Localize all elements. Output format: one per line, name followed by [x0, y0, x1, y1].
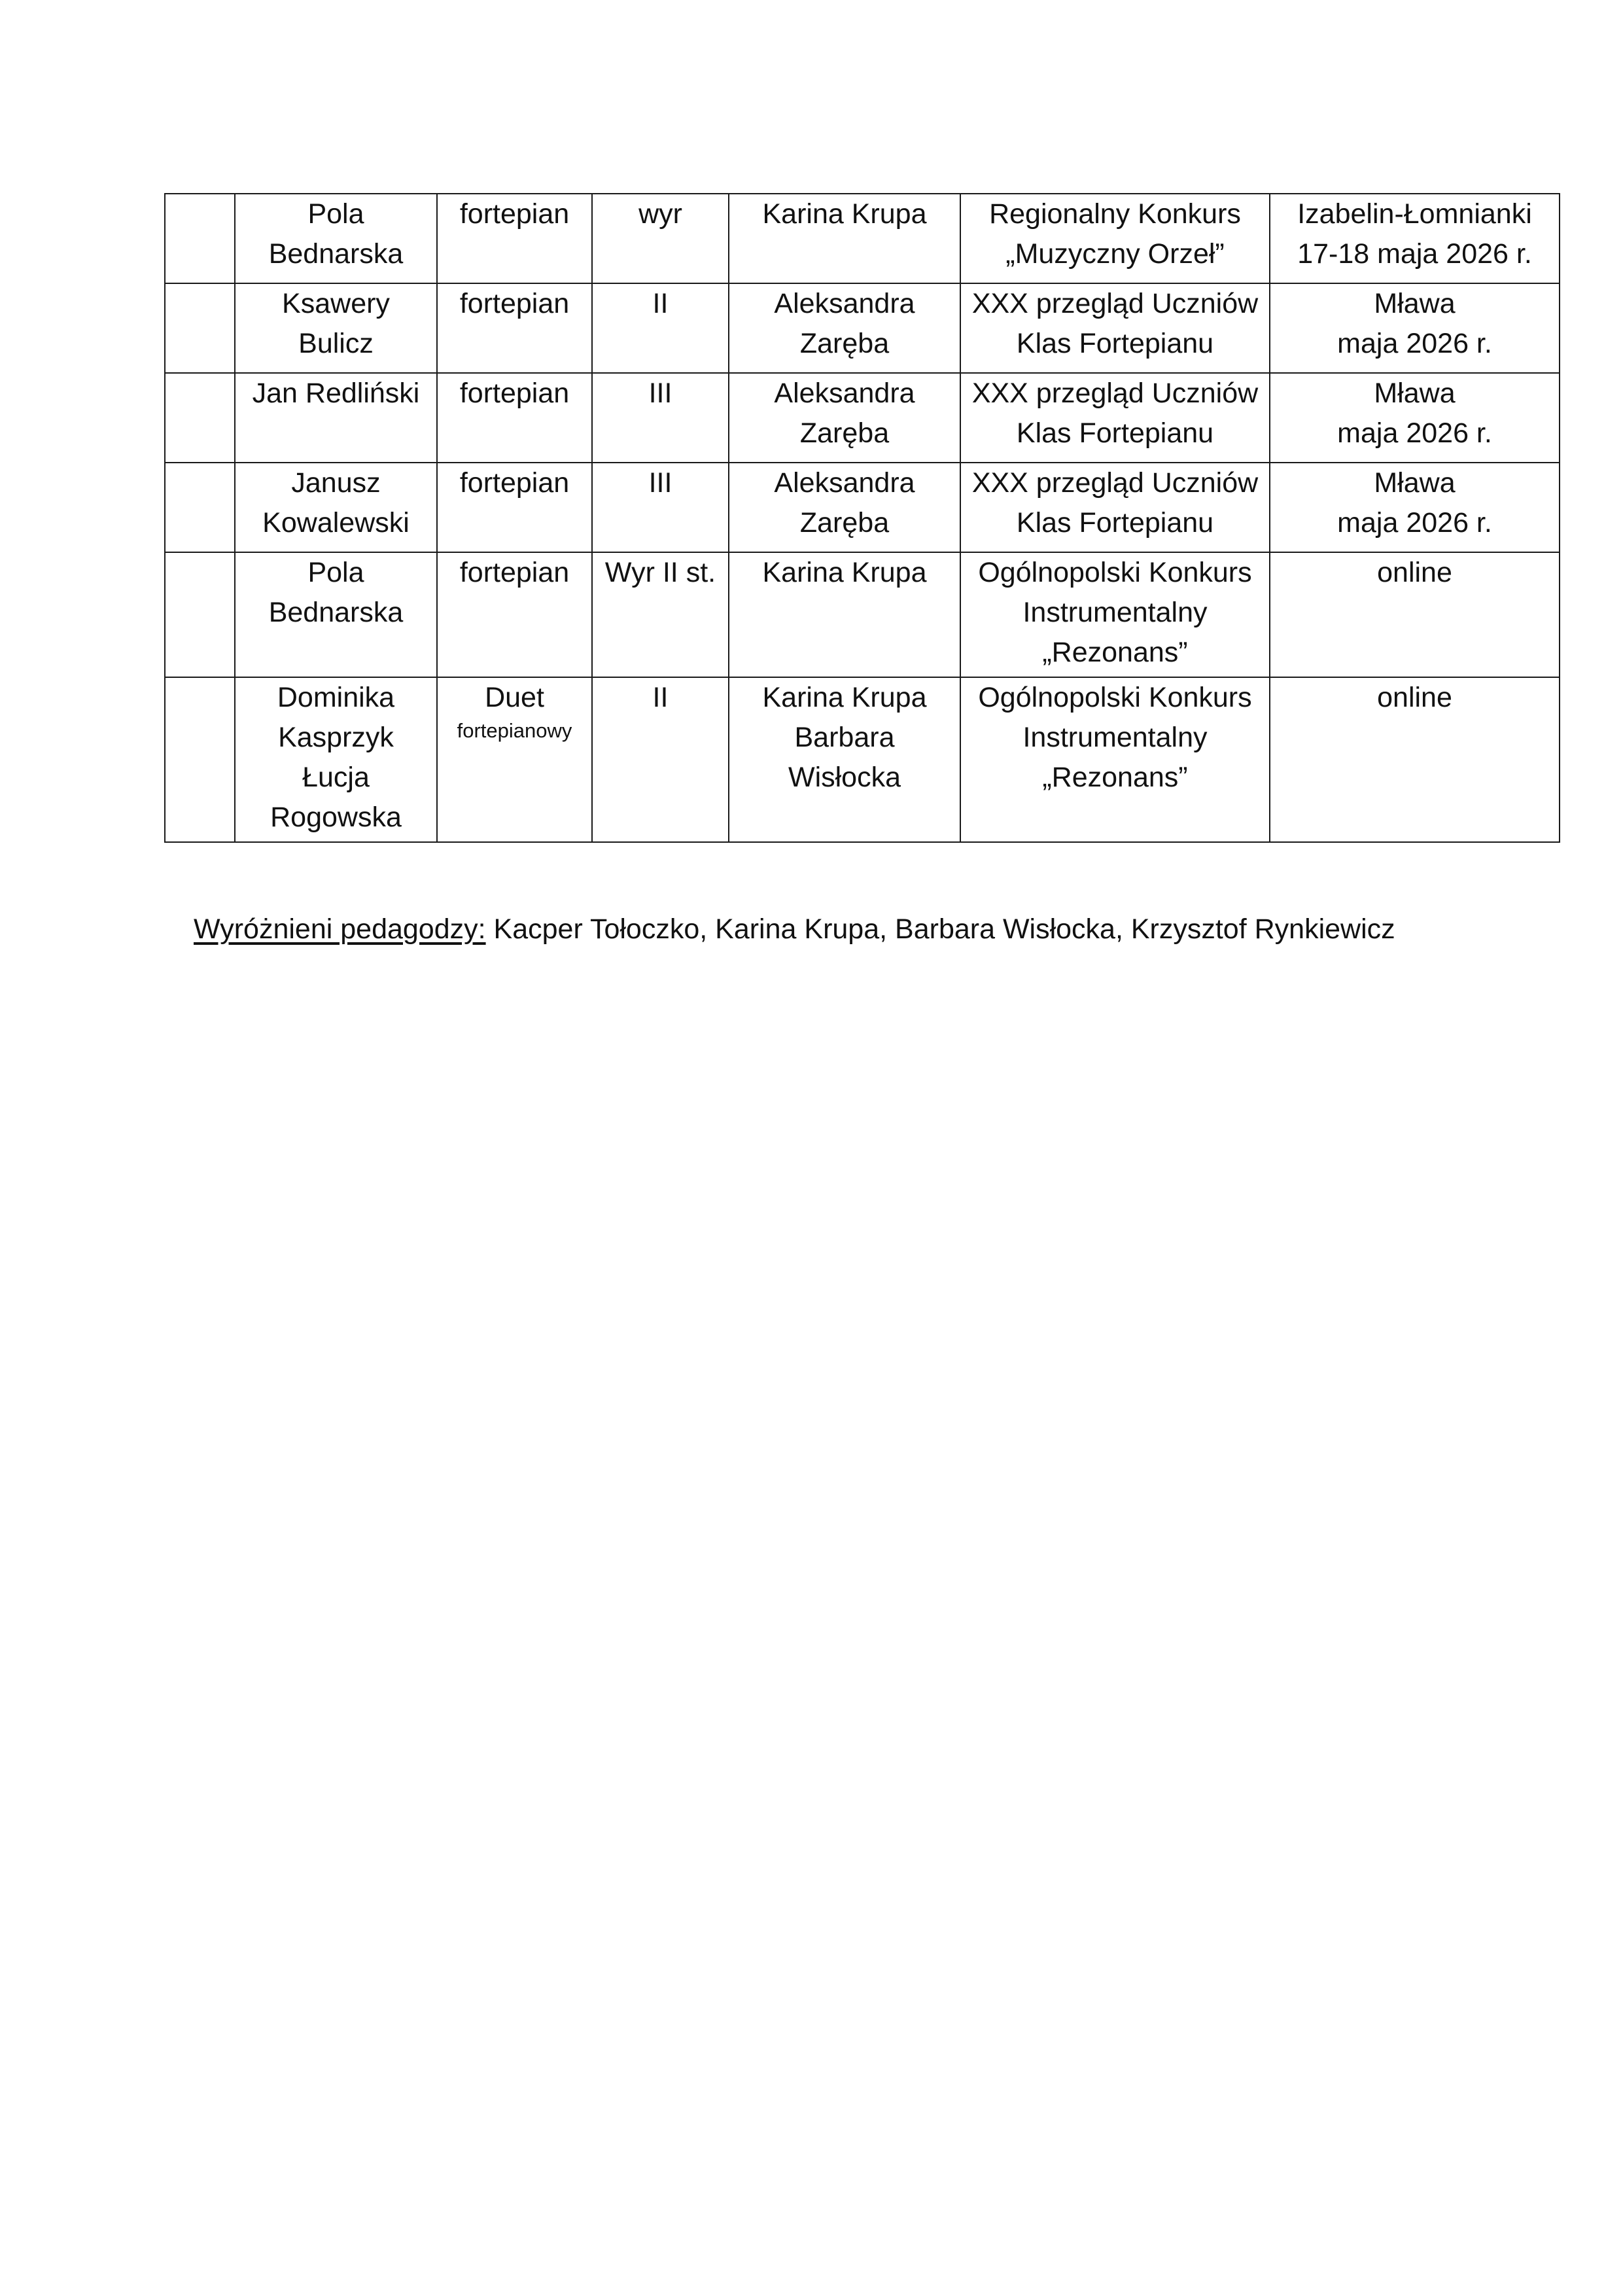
table-row: [165, 463, 1560, 552]
cell-teacher-line: Wisłocka: [788, 762, 901, 793]
cell-place-date: [1270, 677, 1560, 842]
cell-contest-line: „Rezonans”: [1042, 762, 1188, 793]
cell-place-date: [1270, 463, 1560, 552]
cell-place-date: [1270, 373, 1560, 463]
cell-category-line: III: [648, 467, 672, 499]
cell-contest-line: „Rezonans”: [1042, 637, 1188, 668]
cell-place-date: [1270, 552, 1560, 677]
cell-place-date-line: Mława: [1374, 288, 1456, 319]
cell-student-name-line: Pola: [307, 198, 364, 230]
table-body: [165, 194, 1560, 842]
cell-contest-line: Ogólnopolski Konkurs: [978, 682, 1252, 713]
cell-teacher-line: Zaręba: [799, 507, 890, 539]
cell-student-name-line: Jan Redliński: [252, 378, 420, 409]
cell-category-line: wyr: [638, 198, 682, 230]
cell-student-name-line: Rogowska: [270, 802, 402, 833]
cell-instrument-line: fortepian: [459, 288, 570, 319]
cell-place-date-line: online: [1377, 682, 1452, 713]
cell-teacher: [729, 283, 960, 373]
cell-contest: [960, 463, 1270, 552]
table-row: [165, 677, 1560, 842]
cell-student-name-line: Łucja: [302, 762, 370, 793]
cell-contest-line: XXX przegląd Uczniów: [971, 288, 1259, 319]
table-row: [165, 283, 1560, 373]
cell-instrument: [437, 552, 592, 677]
cell-contest-line: XXX przegląd Uczniów: [971, 378, 1259, 409]
cell-student-name-line: Janusz: [291, 467, 381, 499]
cell-category-line: III: [648, 378, 672, 409]
cell-instrument: [437, 373, 592, 463]
cell-place-date-line: 17-18 maja 2026 r.: [1297, 238, 1532, 270]
cell-category: [592, 283, 729, 373]
cell-teacher: [729, 552, 960, 677]
cell-instrument-line: fortepian: [459, 198, 570, 230]
cell-category: [592, 552, 729, 677]
cell-student-name: [235, 373, 437, 463]
cell-student-name-line: Kasprzyk: [278, 722, 394, 753]
cell-contest-line: Klas Fortepianu: [1016, 507, 1214, 539]
cell-student-name-line: Bulicz: [298, 328, 374, 359]
cell-contest: [960, 552, 1270, 677]
distinguished-teachers-list: Kacper Tołoczko, Karina Krupa, Barbara Wisłocka, Krzysztof Rynkiewicz: [485, 913, 1395, 945]
distinguished-teachers-note: [194, 911, 1395, 947]
cell-contest-line: XXX przegląd Uczniów: [971, 467, 1259, 499]
cell-category: [592, 463, 729, 552]
cell-category: [592, 373, 729, 463]
distinguished-teachers-label: Wyróżnieni pedagodzy:: [194, 913, 486, 945]
cell-category: [592, 677, 729, 842]
cell-teacher: [729, 677, 960, 842]
cell-teacher-line: Barbara: [794, 722, 895, 753]
cell-contest-line: Ogólnopolski Konkurs: [978, 557, 1252, 588]
cell-instrument: [437, 463, 592, 552]
cell-contest-line: Regionalny Konkurs: [989, 198, 1241, 230]
cell-category-line: II: [652, 682, 669, 713]
cell-number: [165, 677, 235, 842]
cell-teacher-line: Zaręba: [799, 417, 890, 449]
cell-student-name: [235, 463, 437, 552]
cell-category-line: II: [652, 288, 669, 319]
cell-instrument: [437, 194, 592, 283]
cell-place-date: [1270, 194, 1560, 283]
cell-student-name-line: Dominika: [277, 682, 395, 713]
cell-teacher-line: Karina Krupa: [762, 557, 927, 588]
cell-teacher: [729, 463, 960, 552]
cell-contest-line: Instrumentalny: [1022, 597, 1208, 628]
cell-place-date-line: Mława: [1374, 378, 1456, 409]
cell-student-name: [235, 194, 437, 283]
cell-place-date-line: Izabelin-Łomnianki: [1297, 198, 1532, 230]
cell-student-name-line: Kowalewski: [262, 507, 410, 539]
cell-student-name-line: Bednarska: [268, 597, 404, 628]
cell-instrument-line: fortepian: [459, 467, 570, 499]
cell-instrument-line: fortepian: [459, 378, 570, 409]
cell-contest: [960, 283, 1270, 373]
cell-place-date-line: Mława: [1374, 467, 1456, 499]
cell-place-date-line: maja 2026 r.: [1337, 507, 1492, 539]
table-row: [165, 194, 1560, 283]
cell-number: [165, 552, 235, 677]
table-row: [165, 552, 1560, 677]
cell-place-date-line: maja 2026 r.: [1337, 417, 1492, 449]
cell-instrument: [437, 677, 592, 842]
cell-contest: [960, 373, 1270, 463]
cell-contest-line: „Muzyczny Orzeł”: [1005, 238, 1225, 270]
cell-teacher-line: Karina Krupa: [762, 198, 927, 230]
cell-teacher-line: Karina Krupa: [762, 682, 927, 713]
cell-teacher: [729, 194, 960, 283]
cell-instrument-note: fortepianowy: [457, 719, 572, 742]
cell-number: [165, 283, 235, 373]
cell-number: [165, 463, 235, 552]
results-table: [164, 193, 1560, 843]
cell-contest-line: Instrumentalny: [1022, 722, 1208, 753]
cell-student-name: [235, 552, 437, 677]
cell-student-name-line: Bednarska: [268, 238, 404, 270]
cell-teacher: [729, 373, 960, 463]
cell-teacher-line: Aleksandra: [774, 467, 915, 499]
cell-student-name-line: Pola: [307, 557, 364, 588]
cell-teacher-line: Aleksandra: [774, 288, 915, 319]
cell-category: [592, 194, 729, 283]
cell-student-name: [235, 677, 437, 842]
cell-number: [165, 194, 235, 283]
cell-number: [165, 373, 235, 463]
cell-teacher-line: Aleksandra: [774, 378, 915, 409]
cell-category-line: Wyr II st.: [604, 557, 716, 588]
cell-contest: [960, 194, 1270, 283]
cell-contest-line: Klas Fortepianu: [1016, 417, 1214, 449]
cell-instrument-line: Duet: [485, 682, 544, 713]
table-row: [165, 373, 1560, 463]
cell-student-name: [235, 283, 437, 373]
cell-place-date: [1270, 283, 1560, 373]
cell-student-name-line: Ksawery: [282, 288, 390, 319]
cell-instrument-line: fortepian: [459, 557, 570, 588]
cell-teacher-line: Zaręba: [799, 328, 890, 359]
cell-contest-line: Klas Fortepianu: [1016, 328, 1214, 359]
cell-instrument: [437, 283, 592, 373]
cell-place-date-line: online: [1377, 557, 1452, 588]
cell-contest: [960, 677, 1270, 842]
cell-place-date-line: maja 2026 r.: [1337, 328, 1492, 359]
